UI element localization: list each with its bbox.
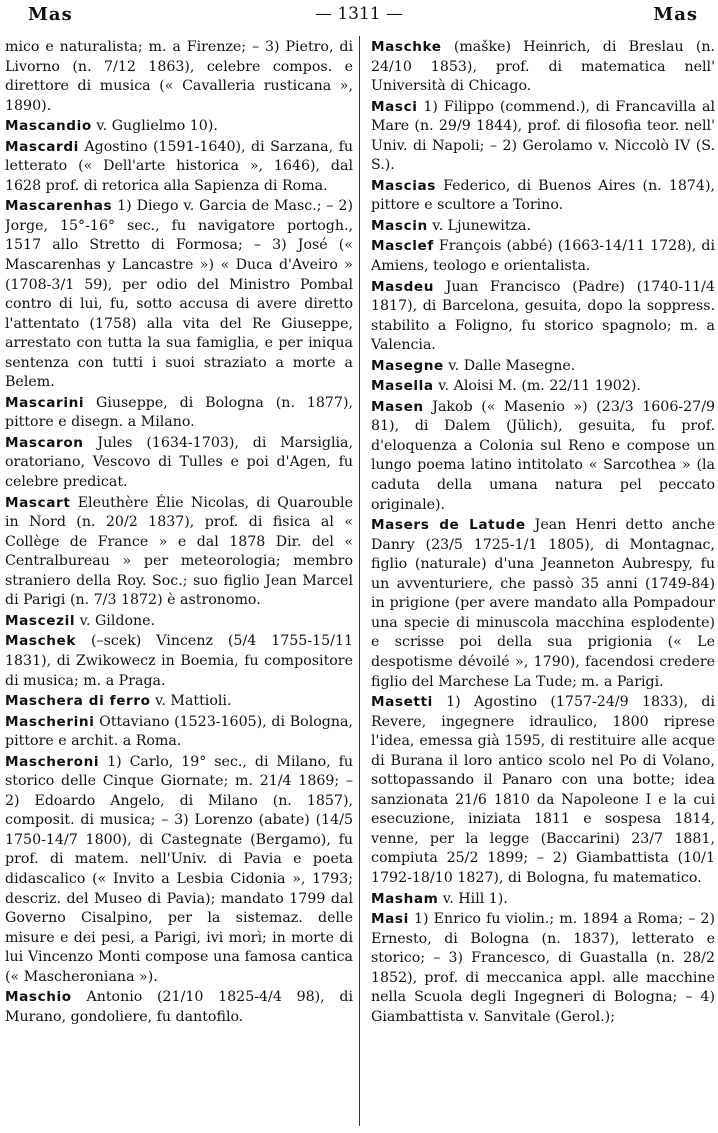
entry-text: Federico, di Buenos Aires (n. 1874), pittore e scultore a Torino. <box>371 177 715 214</box>
entry-text: v. Guglielmo 10). <box>91 118 218 135</box>
entry-text: 1) Diego v. Garcia de Masc.; – 2) Jorge, 15°-16° sec., fu navigatore portogh., 1517 allo Stretto di Formosa; – 3) José (« Mascarenhas y Lancastre ») « Duca d'Aveiro » (1708-3/1 59), per odio del Ministro Pombal contro di lui, fu, sotto accusa di avere diretto l'attentato (1758) alla vita del Re Giuseppe, arrestato con tutta la sua famiglia, e per iniqua sentenza con tutti i suoi straziato a morte a Belem. <box>5 198 353 391</box>
dictionary-entry <box>371 377 715 397</box>
entry-headword: Masi <box>371 911 409 928</box>
entry-headword: Mascart <box>5 494 71 511</box>
page-header <box>0 2 718 30</box>
entry-headword: Mascardi <box>5 138 79 155</box>
entry-headword: Masella <box>371 378 434 395</box>
entry-headword: Masci <box>371 98 418 115</box>
entry-text: 1) Carlo, 19° sec., di Milano, fu storico delle Cinque Giornate; m. 21/4 1869; – 2) Edoardo Angelo, di Milano (n. 1857), composit. di musica; – 3) Lorenzo (abate) (14/5 1750-14/7 1800), di Castegnate (Bergamo), fu prof. di matem. nell'Univ. di Pavia e poeta didascalico (« Invito a Lesbia Cidonia », 1793; descriz. del Museo di Pavia); mandato 1799 dal Governo Cisalpino, per la sistemaz. delle misure e dei pesi, a Parigi, ivi morì; in morte di lui Vincenzo Monti compose una famosa cantica (« Mascheroniana »). <box>5 753 353 985</box>
entry-text: v. Gildone. <box>75 612 156 629</box>
dictionary-entry <box>5 197 353 392</box>
dictionary-entry <box>5 632 353 691</box>
left-column <box>5 38 353 1128</box>
entry-headword: Masetti <box>371 694 433 711</box>
entry-text: Jean Henri detto anche Danry (23/5 1725-1/1 1805), di Montagnac, figlio (naturale) d'una Jeanneton Aubrespy, fu un avventuriere, che passò 35 anni (1749-84) in prigione (per avere mandato alla Pompadour una specie di minuscola macchina esplodente) e scrisse poi della sua prigionia (« Le despotisme dévoilé », 1790), facendosi credere figlio del Marchese La Tude; m. a Parigi. <box>371 517 715 690</box>
dictionary-entry <box>5 692 353 712</box>
header-right-keyword: Mas <box>653 4 698 25</box>
entry-text: Juan Francisco (Padre) (1740-11/4 1817), di Barcelona, gesuita, dopo la soppress. stabilito a Foligno, fu storico spagnolo; m. a Valencia. <box>371 278 715 354</box>
entry-headword: Maschek <box>5 633 76 650</box>
entry-text: 1) Agostino (1757-24/9 1833), di Revere, ingegnere idraulico, 1800 riprese l'idea, emessa già 1595, di restituire alle acque di Burana il loro antico scolo nel Po di Volano, sottopassando il Panaro con una botte; idea sanzionata 21/6 1810 da Napoleone I e la cui esecuzione, iniziata 1811 e sospesa 1814, venne, per la legge (Baccarini) 23/7 1881, compiuta 25/2 1899; – 2) Giambattista (10/1 1792-18/10 1827), di Bologna, fu matematico. <box>371 694 715 886</box>
entry-text: v. Mattioli. <box>150 693 232 710</box>
dictionary-entry <box>371 237 715 276</box>
entry-text: v. Ljunewitza. <box>427 217 531 234</box>
entry-text: (–scek) Vincenz (5/4 1755-15/11 1831), di Zwikowecz in Boemia, fu compositore di musica; m. a Praga. <box>5 633 353 689</box>
dictionary-entry <box>371 357 715 377</box>
entry-text: Eleuthère Élie Nicolas, di Quarouble in Nord (n. 20/2 1837), prof. di fisica al « Collège de France » e dal 1878 Dir. del « Centralbureau » per meteorologia; membro straniero della Roy. Soc.; suo figlio Jean Marcel di Parigi (n. 7/3 1872) è astronomo. <box>5 494 353 609</box>
entry-headword: Mascarenhas <box>5 198 113 215</box>
entry-headword: Masham <box>371 890 439 907</box>
entry-headword: Mascarini <box>5 394 85 411</box>
dictionary-entry <box>371 278 715 356</box>
entry-text: Jules (1634-1703), di Marsiglia, oratoriano, Vescovo di Tulles e poi d'Agen, fu celebre predicat. <box>5 434 353 491</box>
entry-headword: Mascaron <box>5 434 84 451</box>
entry-headword: Masdeu <box>371 278 435 295</box>
right-column <box>371 38 715 1128</box>
entry-headword: Mascezil <box>5 612 76 629</box>
entry-text: v. Aloisi M. (m. 22/11 1902). <box>433 378 641 395</box>
entry-headword: Mascias <box>371 177 436 194</box>
entry-headword: Mascheroni <box>5 753 100 770</box>
entry-headword: Masers de Latude <box>371 517 526 534</box>
dictionary-entry <box>371 693 715 888</box>
entry-headword: Masen <box>371 398 424 415</box>
entry-headword: Mascherini <box>5 713 95 730</box>
column-divider <box>359 36 360 1126</box>
entry-text: Giuseppe, di Bologna (n. 1877), pittore e disegn. a Milano. <box>5 394 353 431</box>
entry-headword: Maschke <box>371 39 442 55</box>
dictionary-entry <box>371 516 715 692</box>
entry-text: mico e naturalista; m. a Firenze; – 3) Pietro, di Livorno (n. 7/12 1863), celebre compos. e direttore di musica (« Cavalleria rusticana », 1890). <box>5 39 353 114</box>
dictionary-entry <box>371 910 715 1027</box>
entry-text: 1) Enrico fu violin.; m. 1894 a Roma; – 2) Ernesto, di Bologna (n. 1837), letterato e storico; – 3) Francesco, di Guastalla (n. 28/2 1852), prof. di meccanica appl. alle macchine nella Scuola degli Ingegneri di Bologna; – 4) Giambattista v. Sanvitale (Gerol.); <box>371 911 715 1025</box>
dictionary-entry <box>371 38 715 97</box>
dictionary-entry <box>371 217 715 237</box>
dictionary-entry <box>5 988 353 1027</box>
entry-headword: Maschera di ferro <box>5 693 151 710</box>
header-left-keyword: Mas <box>28 4 73 25</box>
dictionary-entry <box>5 494 353 611</box>
entry-headword: Masclef <box>371 238 434 255</box>
entry-text: 1) Filippo (commend.), di Francavilla al Mare (n. 29/9 1844), prof. di filosofia teor. nell' Univ. di Napoli; – 2) Gerolamo v. Niccolò IV (S. S.). <box>371 98 715 174</box>
entry-headword: Maschio <box>5 989 72 1006</box>
entry-headword: Mascandio <box>5 118 92 135</box>
entry-text: Agostino (1591-1640), di Sarzana, fu letterato (« Dell'arte historica », 1646), dal 1628 prof. di retorica alla Sapienza di Roma. <box>5 138 353 194</box>
entry-text: Ottaviano (1523-1605), di Bologna, pittore e archit. a Roma. <box>5 713 353 750</box>
dictionary-entry <box>371 890 715 910</box>
dictionary-entry <box>5 394 353 433</box>
entry-text: Antonio (21/10 1825-4/4 98), di Murano, gondoliere, fu dantofilo. <box>5 989 353 1025</box>
dictionary-entry <box>5 38 353 116</box>
dictionary-entry <box>5 117 353 137</box>
entry-text: v. Dalle Masegne. <box>443 357 576 374</box>
dictionary-entry <box>5 713 353 752</box>
dictionary-entry <box>371 177 715 216</box>
page-number: — 1311 — <box>314 4 404 24</box>
dictionary-entry <box>5 138 353 197</box>
dictionary-entry <box>5 434 353 493</box>
entry-headword: Mascin <box>371 217 428 234</box>
dictionary-entry <box>371 398 715 515</box>
entry-text: Jakob (« Masenio ») (23/3 1606-27/9 81), di Dalem (Jülich), gesuita, fu prof. d'eloquenza a Colonia sul Reno e compose un lungo poema latino intitolato « Sarcothea » (la caduta della umana natura pel peccato originale). <box>371 398 715 513</box>
entry-text: (maške) Heinrich, di Breslau (n. 24/10 1853), prof. di matematica nell' Università di Chicago. <box>371 39 715 95</box>
dictionary-entry <box>371 98 715 176</box>
entry-text: François (abbé) (1663-14/11 1728), di Amiens, teologo e orientalista. <box>371 238 715 275</box>
entry-text: v. Hill 1). <box>438 890 508 907</box>
entry-headword: Masegne <box>371 357 444 374</box>
dictionary-entry <box>5 753 353 988</box>
dictionary-entry <box>5 612 353 632</box>
